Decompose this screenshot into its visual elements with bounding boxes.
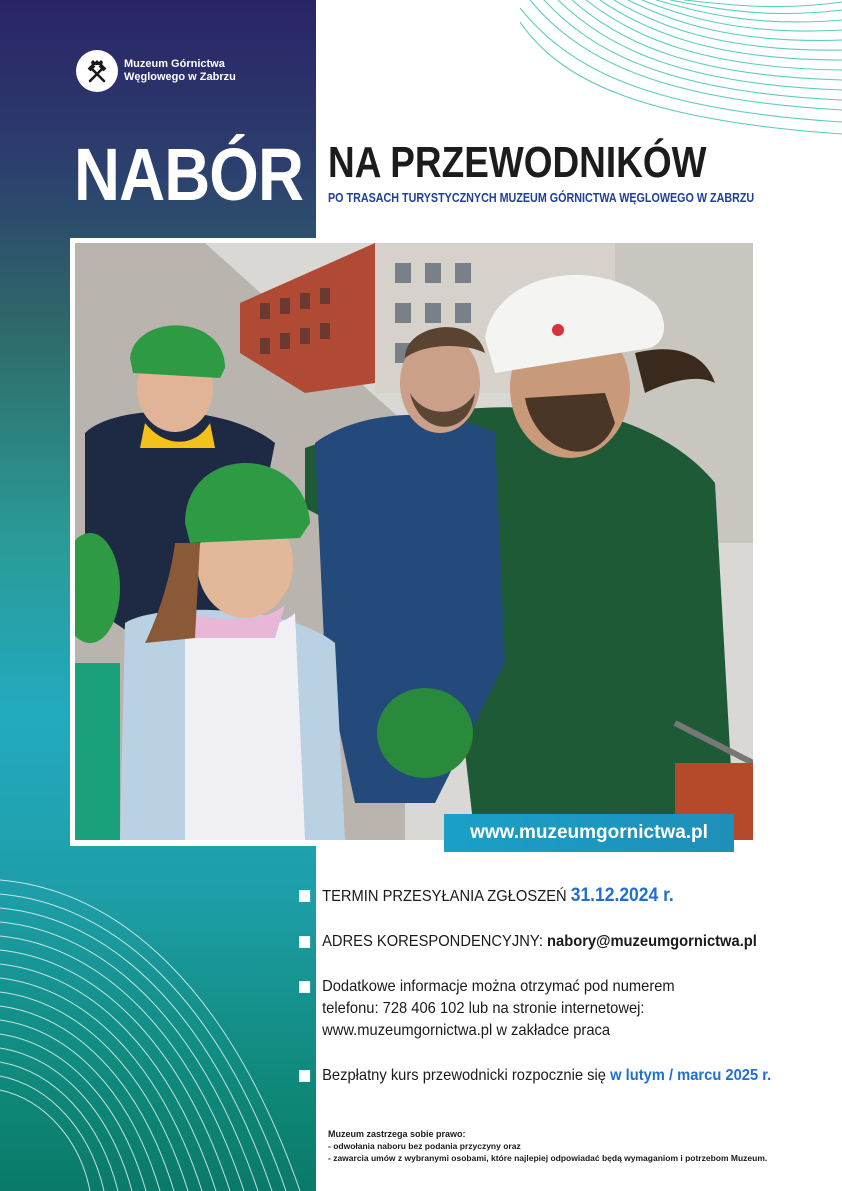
- logo-line-2: Węglowego w Zabrzu: [124, 71, 236, 83]
- museum-logo[interactable]: [76, 50, 236, 92]
- headline-nabor: NABÓR: [74, 133, 304, 216]
- website-url-button[interactable]: www.muzeumgornictwa.pl: [444, 814, 734, 852]
- bullet-info: [300, 976, 778, 1042]
- headline-main: NA PRZEWODNIKÓW: [328, 138, 707, 187]
- photo-scene: [75, 243, 753, 840]
- disclaimer: [328, 1128, 767, 1164]
- info-line-1: Dodatkowe informacje można otrzymać pod numerem: [322, 978, 675, 995]
- disclaimer-line-1: - odwołania naboru bez podania przyczyny oraz: [328, 1141, 521, 1151]
- bullet-course: [300, 1065, 778, 1087]
- course-text: Bezpłatny kurs przewodnicki rozpocznie się: [322, 1067, 606, 1084]
- headline-subtitle: PO TRASACH TURYSTYCZNYCH MUZEUM GÓRNICTWA WĘGLOWEGO W ZABRZU: [328, 191, 755, 205]
- info-line-2: telefonu: 728 406 102 lub na stronie internetowej:: [322, 1000, 645, 1017]
- disclaimer-title: Muzeum zastrzega sobie prawo:: [328, 1129, 466, 1139]
- deadline-value: 31.12.2024 r.: [570, 885, 674, 906]
- guides-photo: [70, 238, 758, 846]
- course-date: w lutym / marcu 2025 r.: [610, 1067, 772, 1084]
- disclaimer-line-2: - zawarcia umów z wybranymi osobami, które najlepiej odpowiadać będą wymaganiom i potrzebom Muzeum.: [328, 1153, 768, 1163]
- logo-line-1: Muzeum Górnictwa: [124, 58, 225, 70]
- deadline-label: TERMIN PRZESYŁANIA ZGŁOSZEŃ: [322, 888, 567, 905]
- address-email-link[interactable]: nabory@muzeumgornictwa.pl: [547, 933, 757, 950]
- bullet-deadline: [300, 885, 778, 908]
- address-label: ADRES KORESPONDENCYJNY:: [322, 933, 543, 950]
- bullet-address: [300, 931, 778, 953]
- crossed-hammers-icon: [76, 50, 118, 92]
- decorative-waves-bottom: [0, 870, 316, 1191]
- decorative-waves-top: [520, 0, 842, 140]
- info-line-3: www.muzeumgornictwa.pl w zakładce praca: [322, 1022, 611, 1039]
- info-bullet-list: [300, 885, 820, 1110]
